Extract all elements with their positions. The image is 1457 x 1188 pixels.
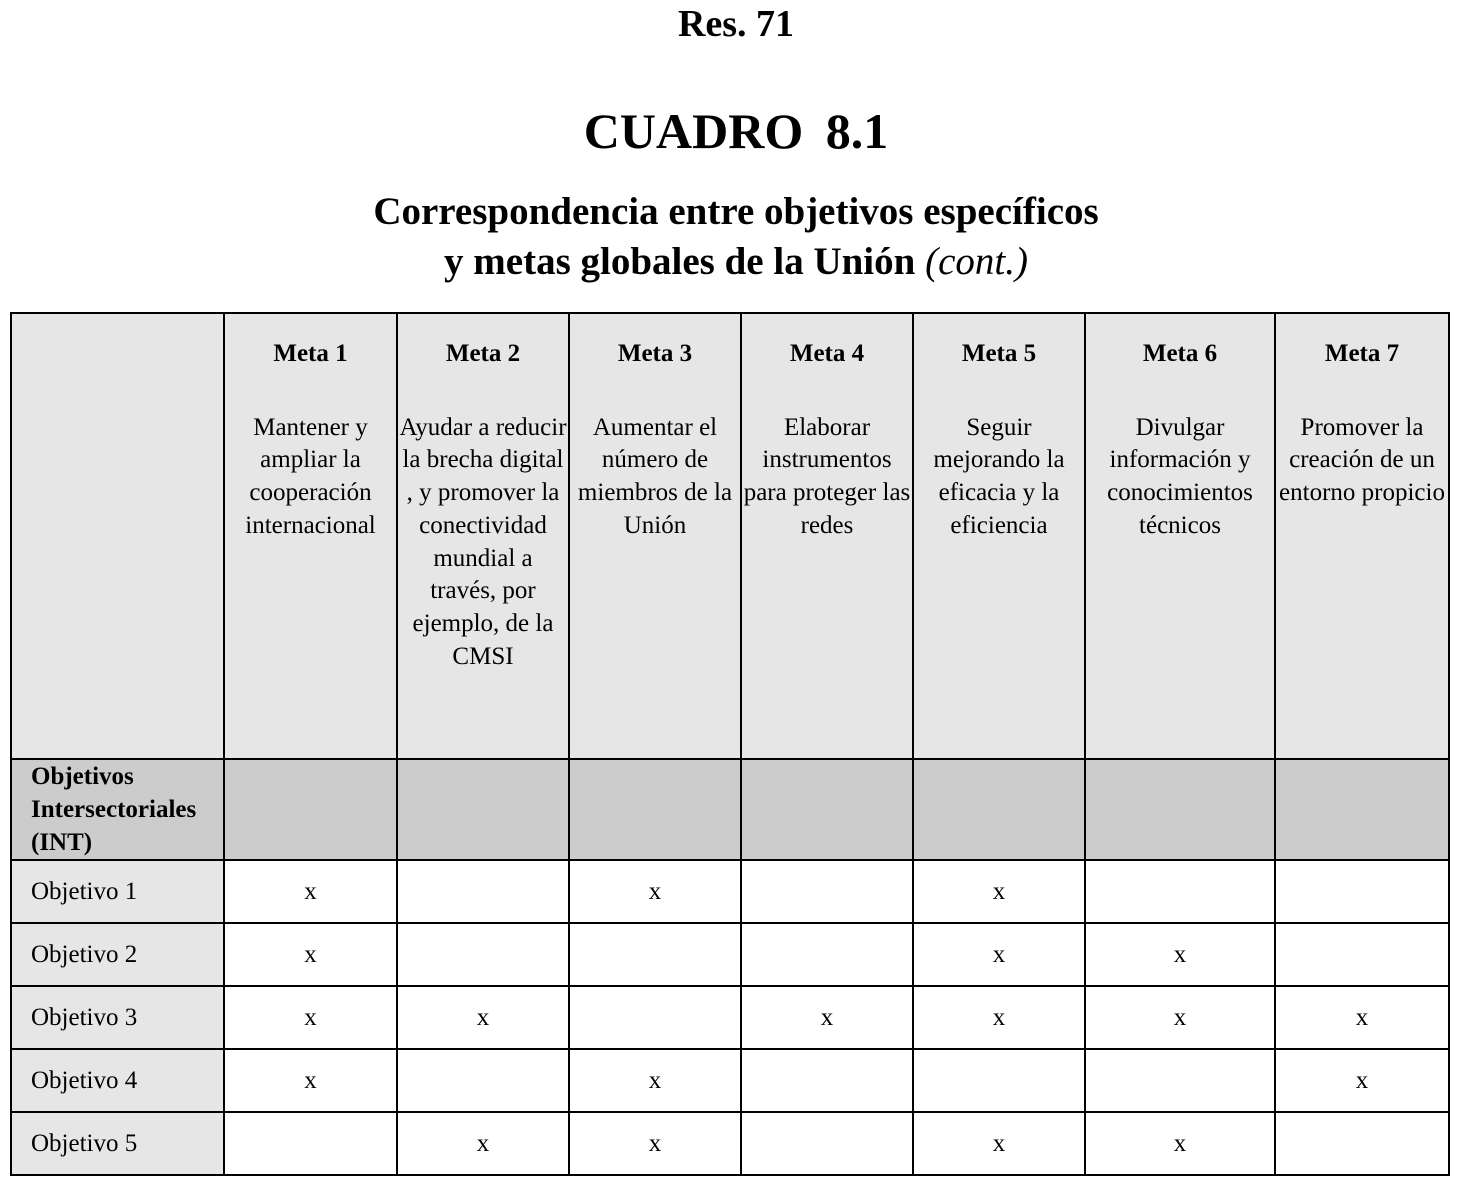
table-row (11, 1112, 1449, 1175)
table-cell (1275, 860, 1449, 923)
table-row (11, 1049, 1449, 1112)
table-number: CUADRO 8.1 (583, 103, 889, 159)
objective-label: Objetivo 2 (11, 923, 224, 986)
meta-description: Mantener y ampliar la cooperación internacional (245, 413, 376, 539)
meta-name: Meta 4 (789, 340, 865, 367)
table-cell: x (1085, 986, 1275, 1049)
table-row (11, 986, 1449, 1049)
section-row (11, 759, 1449, 860)
table-cell (397, 923, 569, 986)
section-cell (569, 759, 741, 860)
table-cell: x (913, 860, 1085, 923)
table-cell (741, 923, 913, 986)
objective-label: Objetivo 1 (11, 860, 224, 923)
table-cell (913, 1049, 1085, 1112)
meta-name: Meta 5 (961, 340, 1037, 367)
table-cell: x (397, 1112, 569, 1175)
section-cell (913, 759, 1085, 860)
objectives-goals-table (10, 312, 1450, 1176)
title-continued-note: (cont.) (925, 240, 1028, 283)
table-cell: x (913, 986, 1085, 1049)
objective-label: Objetivo 4 (11, 1049, 224, 1112)
table-cell: x (397, 986, 569, 1049)
meta-header-1 (224, 313, 397, 759)
meta-header-6 (1085, 313, 1275, 759)
table-title (0, 187, 1457, 287)
table-row (11, 923, 1449, 986)
table-cell: x (224, 1049, 397, 1112)
table-cell: x (913, 1112, 1085, 1175)
meta-header-7 (1275, 313, 1449, 759)
meta-name: Meta 3 (617, 340, 693, 367)
meta-header-2 (397, 313, 569, 759)
table-cell (741, 860, 913, 923)
meta-name: Meta 6 (1142, 340, 1218, 367)
header-corner-cell (11, 313, 224, 759)
meta-name: Meta 7 (1324, 340, 1400, 367)
table-cell: x (224, 986, 397, 1049)
table-cell: x (1275, 986, 1449, 1049)
objective-label: Objetivo 3 (11, 986, 224, 1049)
meta-description: Elaborar instrumentos para proteger las redes (743, 413, 911, 539)
table-cell (741, 1049, 913, 1112)
meta-header-5 (913, 313, 1085, 759)
table-cell (569, 923, 741, 986)
table-cell: x (1275, 1049, 1449, 1112)
title-line-2: y metas globales de la Unión (444, 240, 916, 283)
table-cell (1275, 1112, 1449, 1175)
meta-description: Ayudar a reducir la brecha digital , y promover la conectividad mundial a través, por ejemplo, de la CMSI (399, 413, 567, 670)
section-cell (1085, 759, 1275, 860)
meta-name: Meta 1 (273, 340, 348, 367)
table-cell: x (569, 1112, 741, 1175)
table-cell (569, 986, 741, 1049)
table-cell (397, 860, 569, 923)
table-cell: x (913, 923, 1085, 986)
meta-description: Divulgar información y conocimientos técnicos (1107, 413, 1253, 539)
meta-description: Promover la creación de un entorno propicio (1279, 413, 1445, 507)
title-line-1: Correspondencia entre objetivos específicos (373, 190, 1099, 233)
meta-header-4 (741, 313, 913, 759)
table-cell (397, 1049, 569, 1112)
table-cell: x (1085, 923, 1275, 986)
section-cell (224, 759, 397, 860)
table-cell (1275, 923, 1449, 986)
table-cell (224, 1112, 397, 1175)
header-row (11, 313, 1449, 759)
meta-name: Meta 2 (445, 340, 521, 367)
table-cell: x (224, 860, 397, 923)
section-cell (741, 759, 913, 860)
table-row (11, 860, 1449, 923)
table-cell (741, 1112, 913, 1175)
table-cell (1085, 1049, 1275, 1112)
table-cell: x (569, 1049, 741, 1112)
section-cell (1275, 759, 1449, 860)
table-cell (1085, 860, 1275, 923)
objective-label: Objetivo 5 (11, 1112, 224, 1175)
section-cell (397, 759, 569, 860)
table-cell: x (741, 986, 913, 1049)
meta-description: Seguir mejorando la eficacia y la eficiencia (933, 413, 1065, 539)
meta-header-3 (569, 313, 741, 759)
section-label: Objetivos Intersectoriales (INT) (11, 759, 224, 860)
meta-description: Aumentar el número de miembros de la Unión (577, 413, 733, 539)
table-cell: x (569, 860, 741, 923)
table-cell: x (224, 923, 397, 986)
table-cell: x (1085, 1112, 1275, 1175)
resolution-number: Res. 71 (677, 3, 795, 45)
